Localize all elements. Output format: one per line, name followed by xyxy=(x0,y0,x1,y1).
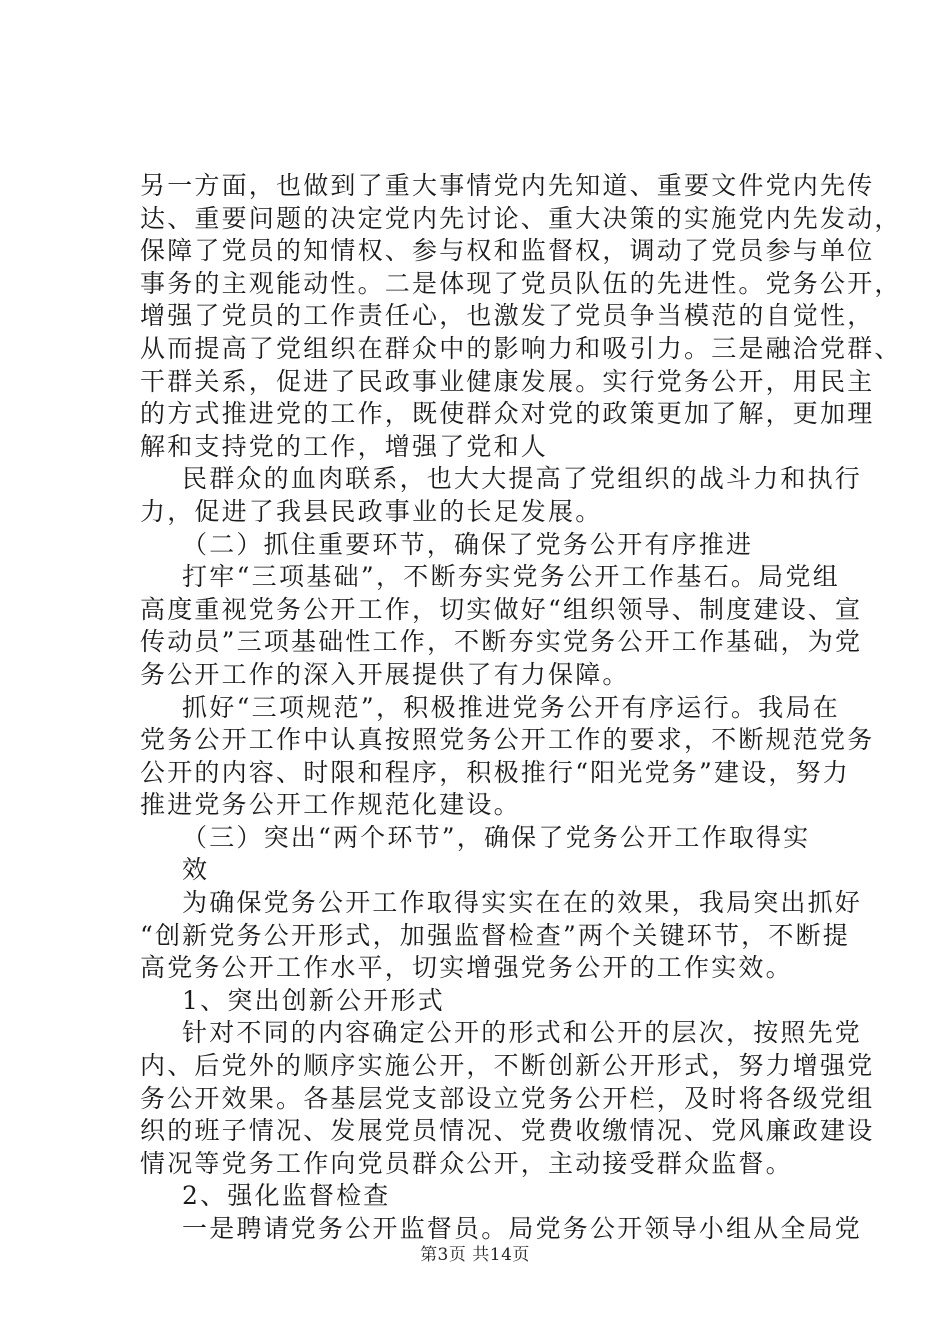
text-line: 打牢“三项基础”，不断夯实党务公开工作基石。局党组 xyxy=(182,562,840,592)
text-line: 针对不同的内容确定公开的形式和公开的层次，按照先党 xyxy=(182,1018,863,1048)
text-line: 解和支持党的工作，增强了党和人 xyxy=(140,431,549,461)
page-footer: 第3页 共14页 xyxy=(420,1245,530,1265)
text-line: 另一方面，也做到了重大事情党内先知道、重要文件党内先传 xyxy=(140,171,875,200)
text-line: 公开的内容、时限和程序，积极推行“阳光党务”建设，努力 xyxy=(140,757,850,787)
text-line: 为确保党务公开工作取得实实在在的效果，我局突出抓好 xyxy=(182,888,863,918)
text-line: 事务的主观能动性。二是体现了党员队伍的先进性。党务公开， xyxy=(140,268,902,298)
text-line: 效 xyxy=(182,855,210,885)
text-line: 高度重视党务公开工作，切实做好“组织领导、制度建设、宣 xyxy=(140,594,863,624)
text-line: 党务公开工作中认真按照党务公开工作的要求，不断规范党务 xyxy=(140,725,875,755)
text-line: 1、突出创新公开形式 xyxy=(182,985,445,1015)
text-line: “创新党务公开形式，加强监督检查”两个关键环节，不断提 xyxy=(140,920,850,950)
text-line: （二）抓住重要环节，确保了党务公开有序推进 xyxy=(182,529,754,559)
text-line: 2、强化监督检查 xyxy=(182,1181,391,1211)
text-line: 务公开效果。各基层党支部设立党务公开栏，及时将各级党组 xyxy=(140,1083,875,1113)
text-line: 高党务公开工作水平，切实增强党务公开的工作实效。 xyxy=(140,953,793,983)
text-line: 织的班子情况、发展党员情况、党费收缴情况、党风廉政建设 xyxy=(140,1116,875,1146)
text-line: 从而提高了党组织在群众中的影响力和吸引力。三是融洽党群、 xyxy=(140,333,902,363)
text-line: 传动员”三项基础性工作，不断夯实党务公开工作基础，为党 xyxy=(140,627,863,657)
text-line: 力，促进了我县民政事业的长足发展。 xyxy=(140,496,603,526)
text-line: 内、后党外的顺序实施公开，不断创新公开形式，努力增强党 xyxy=(140,1051,875,1081)
text-line: 一是聘请党务公开监督员。局党务公开领导小组从全局党 xyxy=(182,1214,863,1243)
text-line: 保障了党员的知情权、参与权和监督权，调动了党员参与单位 xyxy=(140,236,875,266)
text-line: 达、重要问题的决定党内先讨论、重大决策的实施党内先发动， xyxy=(140,203,902,233)
text-line: （三）突出“两个环节”，确保了党务公开工作取得实 xyxy=(182,822,811,852)
text-line: 的方式推进党的工作，既使群众对党的政策更加了解，更加理 xyxy=(140,399,875,429)
text-line: 情况等党务工作向党员群众公开，主动接受群众监督。 xyxy=(140,1148,793,1178)
text-line: 务公开工作的深入开展提供了有力保障。 xyxy=(140,659,630,689)
text-line: 推进党务公开工作规范化建设。 xyxy=(140,790,521,820)
document-body xyxy=(140,170,902,1246)
text-line: 民群众的血肉联系，也大大提高了党组织的战斗力和执行 xyxy=(182,464,863,494)
text-line: 干群关系，促进了民政事业健康发展。实行党务公开，用民主 xyxy=(140,366,875,396)
text-line: 抓好“三项规范”，积极推进党务公开有序运行。我局在 xyxy=(182,692,840,722)
text-line: 增强了党员的工作责任心，也激发了党员争当模范的自觉性， xyxy=(140,301,875,331)
